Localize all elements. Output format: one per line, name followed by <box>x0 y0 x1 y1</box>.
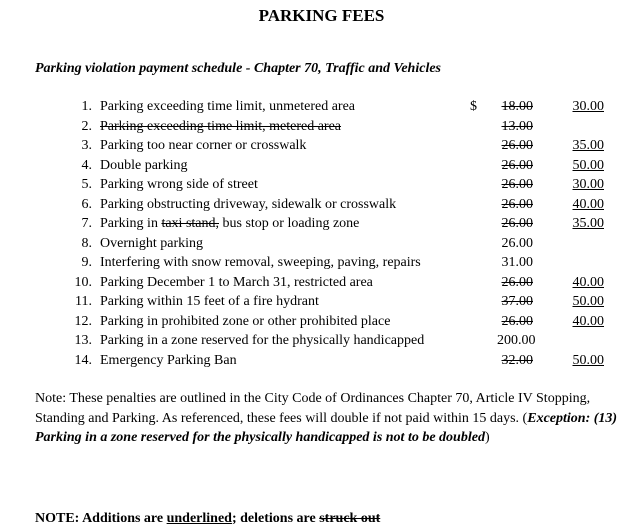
old-fee: 200.00 <box>497 333 536 348</box>
fee-row <box>0 312 643 332</box>
new-fee: 40.00 <box>572 313 604 329</box>
description-text: Parking December 1 to March 31, restricted area <box>100 274 373 290</box>
fee-number: 14. <box>74 352 92 368</box>
fee-description <box>100 175 258 195</box>
fee-description <box>100 292 319 312</box>
description-text: Parking within 15 feet of a fire hydrant <box>100 294 319 309</box>
description-text: Parking wrong side of street <box>100 177 258 192</box>
schedule-subtitle: Parking violation payment schedule - Chapter 70, Traffic and Vehicles <box>35 61 441 76</box>
old-fee: 37.00 <box>501 294 533 309</box>
description-text: bus stop or loading zone <box>219 216 360 231</box>
edit-legend <box>35 511 380 527</box>
new-fee: 50.00 <box>572 157 604 173</box>
new-fee: 30.00 <box>572 177 604 192</box>
legend-struck: struck out <box>319 511 381 526</box>
fee-row <box>0 292 643 312</box>
description-text: Parking too near corner or crosswalk <box>100 138 307 153</box>
fee-number: 12. <box>74 313 92 329</box>
description-text: Parking in a zone reserved for the physically handicapped <box>100 333 425 348</box>
description-text: Parking in <box>100 216 162 231</box>
fee-description <box>100 195 396 215</box>
old-fee: 13.00 <box>501 118 533 134</box>
fee-description <box>100 331 424 351</box>
fee-number: 1. <box>81 99 92 114</box>
new-fee: 50.00 <box>572 294 604 309</box>
new-fee: 40.00 <box>572 196 604 212</box>
fee-number: 9. <box>81 255 92 270</box>
old-fee: 26.00 <box>501 138 533 153</box>
old-fee: 26.00 <box>501 177 533 192</box>
fee-number: 6. <box>81 196 92 212</box>
old-fee: 18.00 <box>501 99 533 114</box>
fee-description <box>100 156 187 176</box>
legend-underlined: underlined <box>166 511 232 526</box>
fee-row <box>0 136 643 156</box>
old-fee: 32.00 <box>501 352 533 368</box>
new-fee: 35.00 <box>572 138 604 153</box>
fee-description <box>100 273 373 293</box>
fee-number: 7. <box>81 216 92 231</box>
new-fee: 30.00 <box>572 99 604 114</box>
deleted-text: taxi stand, <box>161 216 219 231</box>
fee-description <box>100 117 341 137</box>
fee-description <box>100 253 421 273</box>
note-close: ) <box>484 430 490 445</box>
fee-row <box>0 195 643 215</box>
fee-schedule-list <box>0 97 643 370</box>
fee-number: 3. <box>81 138 92 153</box>
legend-middle: ; deletions are <box>231 511 320 526</box>
fee-description <box>100 351 237 371</box>
description-text: Double parking <box>100 157 188 173</box>
old-fee: 26.00 <box>501 157 533 173</box>
fee-number: 11. <box>75 294 92 309</box>
old-fee: 26.00 <box>501 216 533 231</box>
old-fee: 26.00 <box>501 274 533 290</box>
fee-description <box>100 136 306 156</box>
fee-number: 13. <box>74 333 92 348</box>
description-text: Interfering with snow removal, sweeping, paving, repairs <box>100 255 421 270</box>
description-text: Emergency Parking Ban <box>100 352 237 368</box>
fee-row <box>0 273 643 293</box>
new-fee: 40.00 <box>572 274 604 290</box>
fee-number: 4. <box>81 157 92 173</box>
fee-description <box>100 97 355 117</box>
fee-row <box>0 351 643 371</box>
deleted-text: Parking exceeding time limit, metered area <box>100 118 342 134</box>
description-text: Overnight parking <box>100 235 204 251</box>
old-fee: 31.00 <box>501 255 533 270</box>
fee-number: 8. <box>81 235 92 251</box>
old-fee: 26.00 <box>501 235 533 251</box>
old-fee: 26.00 <box>501 196 533 212</box>
note-paragraph <box>35 389 625 448</box>
fee-row <box>0 117 643 137</box>
fee-row <box>0 97 643 117</box>
new-fee: 35.00 <box>572 216 604 231</box>
fee-number: 5. <box>81 177 92 192</box>
fee-row <box>0 331 643 351</box>
note-text: Note: These penalties are outlined in the City Code of Ordinances Chapter 70, Article IV Stopping, Standing and Parking. As referenced, these fees will double if not paid within 15 days. ( <box>35 391 591 426</box>
legend-prefix: NOTE: Additions are <box>35 511 167 526</box>
fee-description <box>100 234 203 254</box>
description-text: Parking in prohibited zone or other prohibited place <box>100 313 391 329</box>
currency-symbol: $ <box>470 99 477 114</box>
fee-row <box>0 156 643 176</box>
fee-description <box>100 312 390 332</box>
fee-row <box>0 234 643 254</box>
fee-description <box>100 214 359 234</box>
fee-row <box>0 175 643 195</box>
old-fee: 26.00 <box>501 313 533 329</box>
new-fee: 50.00 <box>572 352 604 368</box>
fee-number: 10. <box>74 274 92 290</box>
description-text: Parking exceeding time limit, unmetered area <box>100 99 356 114</box>
description-text: Parking obstructing driveway, sidewalk or crosswalk <box>100 196 397 212</box>
fee-row <box>0 253 643 273</box>
page-title: PARKING FEES <box>258 6 385 25</box>
note-exception: Exception: (13) Parking in a zone reserved for the physically handicapped is not to be doubled <box>35 410 618 445</box>
fee-number: 2. <box>81 118 92 134</box>
fee-row <box>0 214 643 234</box>
